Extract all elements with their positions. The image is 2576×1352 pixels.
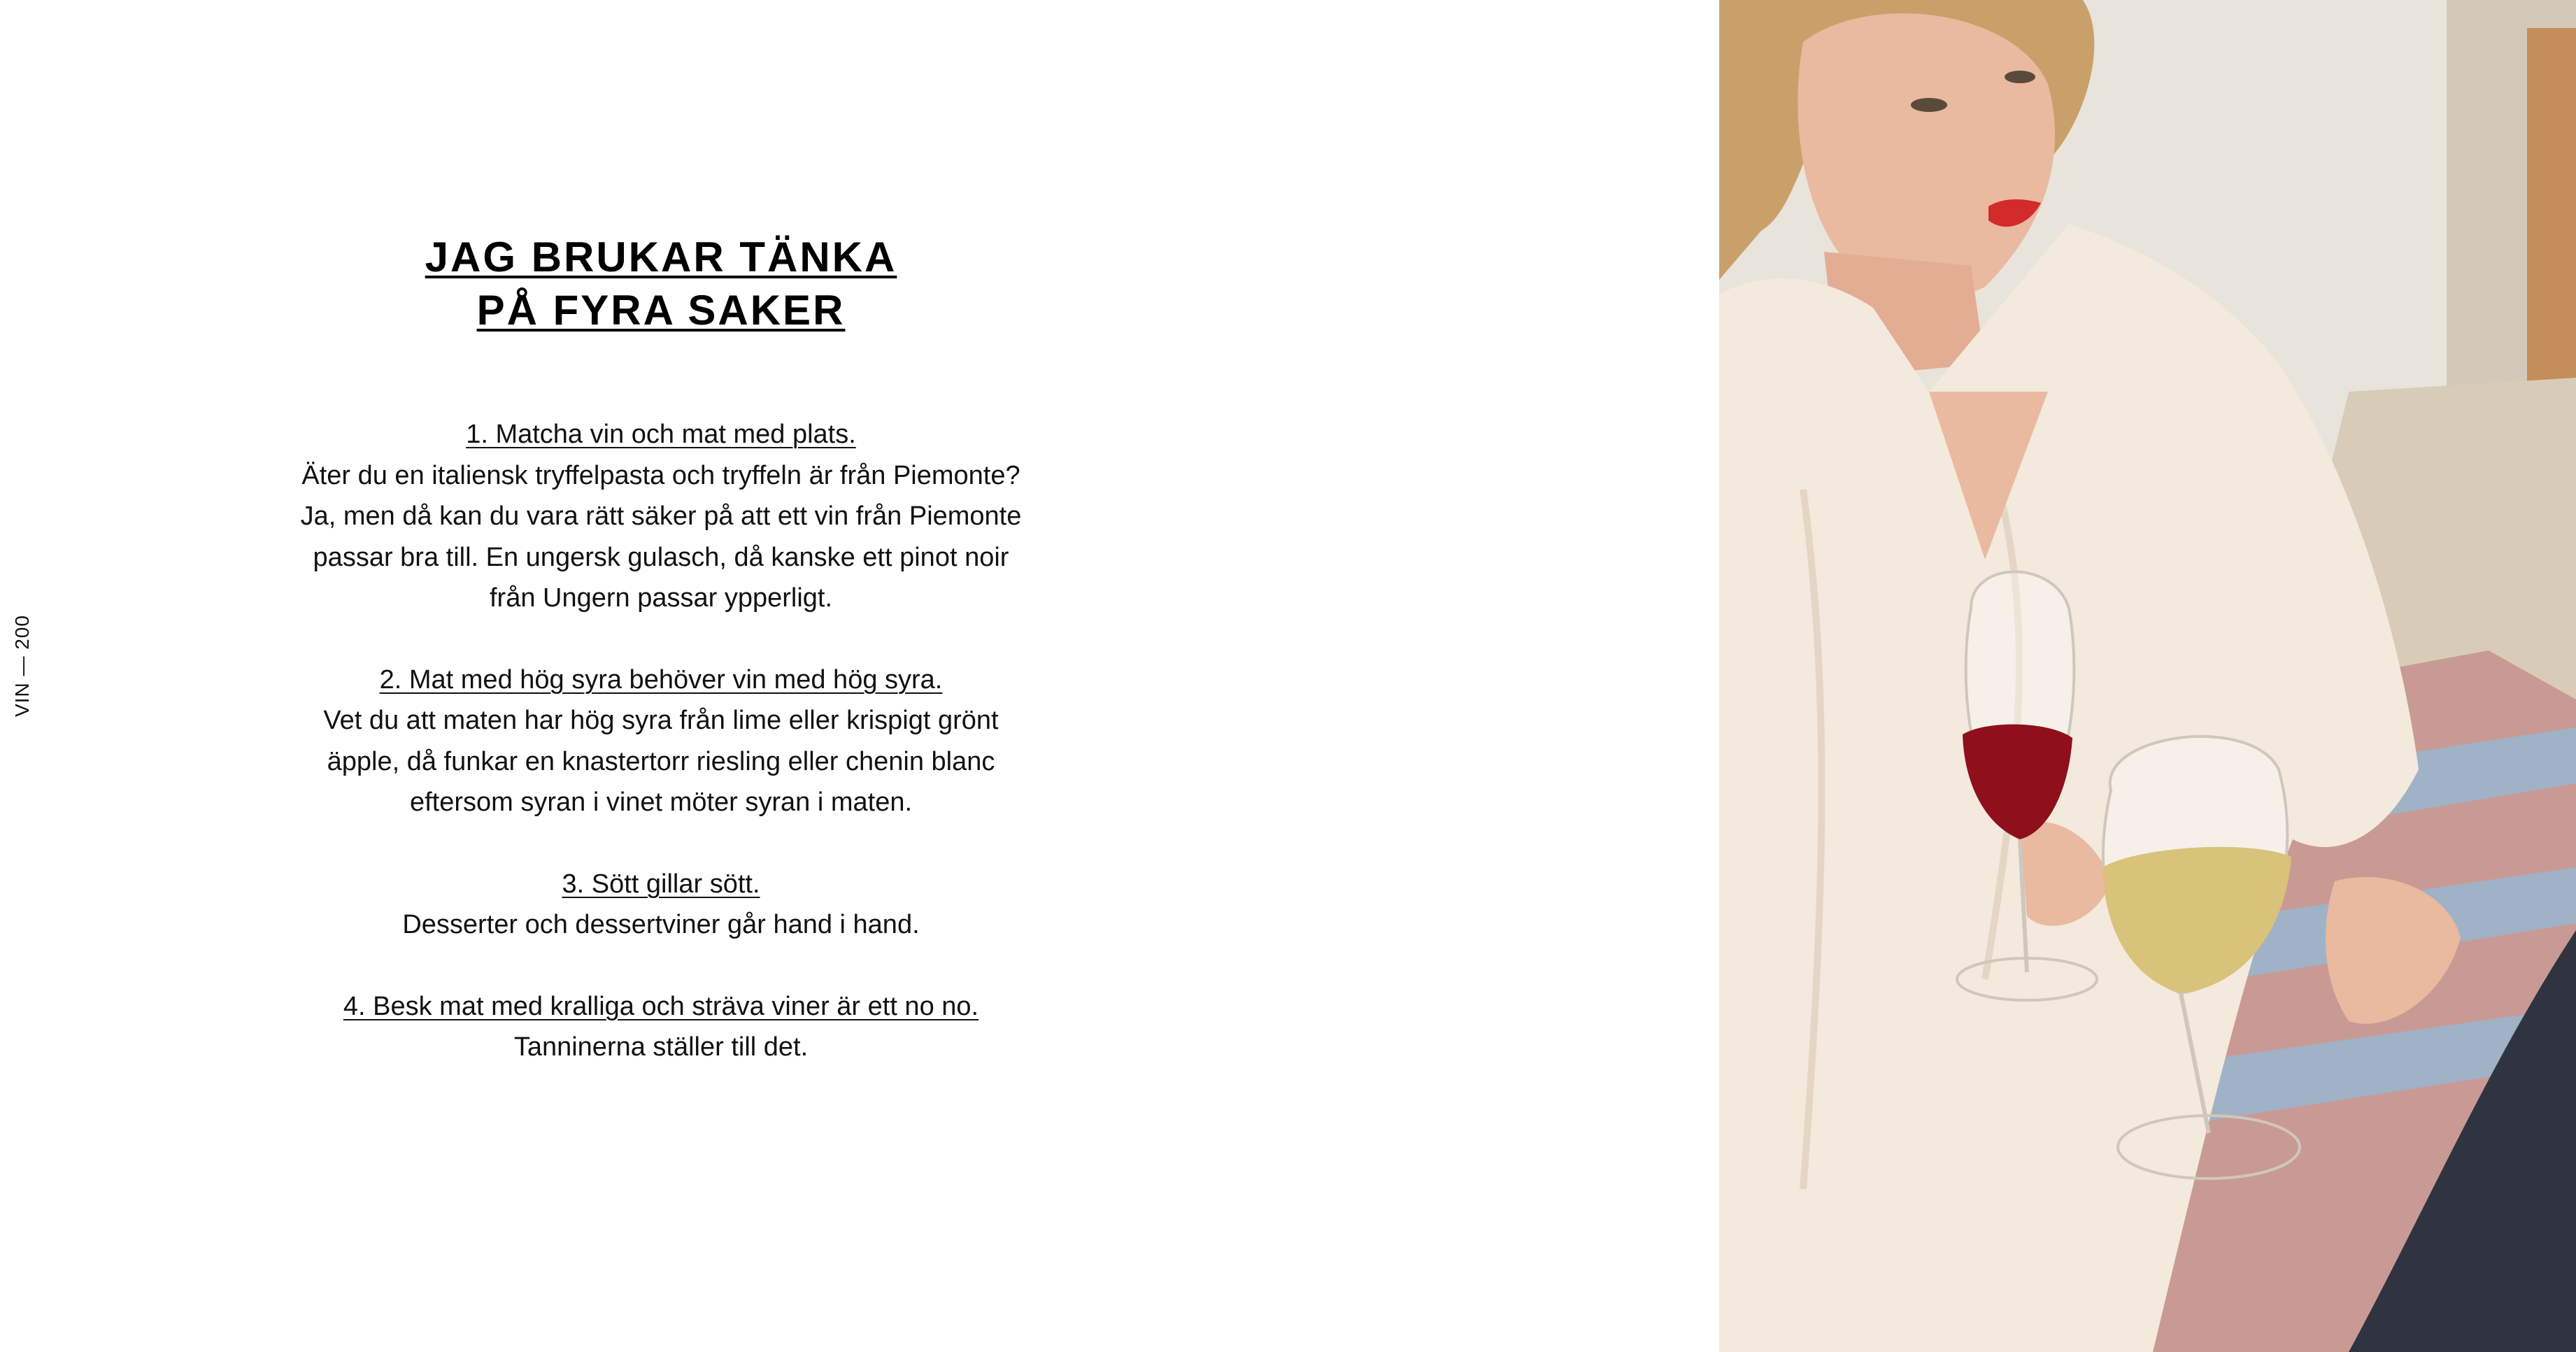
tip-heading: 1. Matcha vin och mat med plats.	[466, 420, 856, 449]
tip-heading: 4. Besk mat med kralliga och sträva viner är ett no no.	[343, 991, 979, 1021]
title-line-1: JAG BRUKAR TÄNKA	[425, 234, 897, 280]
tip-item	[252, 660, 1070, 823]
tip-text-line: Ja, men då kan du vara rätt säker på att ett vin från Piemonte	[300, 501, 1022, 531]
tip-text-line: Äter du en italiensk tryffelpasta och tryffeln är från Piemonte?	[301, 460, 1020, 490]
tip-text-line: från Ungern passar ypperligt.	[489, 583, 833, 613]
tip-heading: 3. Sött gillar sött.	[562, 869, 760, 899]
tip-text-line: Desserter och dessertviner går hand i hand.	[402, 910, 920, 939]
tip-text-line: Tanninerna ställer till det.	[513, 1032, 809, 1062]
photo-woman-with-wine-glasses	[1719, 0, 2576, 1352]
page-number-label: VIN — 200	[11, 615, 33, 717]
tip-item	[252, 986, 1070, 1068]
tip-text-line: eftersom syran i vinet möter syran i maten.	[409, 788, 913, 817]
article-title	[252, 231, 1070, 337]
tip-item	[252, 414, 1070, 619]
tip-heading: 2. Mat med hög syra behöver vin med hög syra.	[379, 664, 943, 695]
tip-text-line: Vet du att maten har hög syra från lime eller krispigt grönt	[323, 706, 999, 735]
tips-list	[252, 414, 1070, 1068]
article-text	[252, 231, 1070, 1109]
photo-eye	[1911, 98, 1947, 112]
title-line-2: PÅ FYRA SAKER	[476, 287, 846, 334]
photo-wooden-shelf	[2527, 28, 2576, 406]
photo-eye	[2005, 71, 2035, 83]
tip-item	[252, 864, 1070, 946]
tip-text-line: passar bra till. En ungersk gulasch, då kanske ett pinot noir	[313, 542, 1009, 572]
tip-text-line: äpple, då funkar en knastertorr riesling eller chenin blanc	[327, 746, 995, 776]
